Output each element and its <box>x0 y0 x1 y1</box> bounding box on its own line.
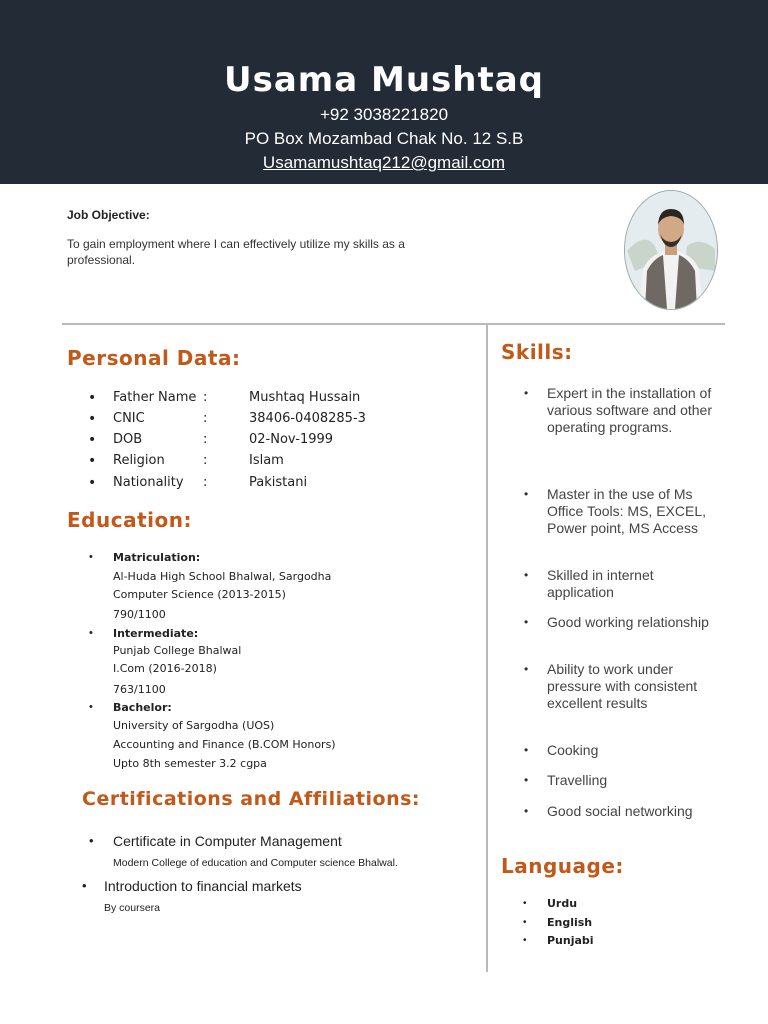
field-colon: : <box>203 453 208 468</box>
bullet-icon: • <box>523 898 527 909</box>
bullet-icon: • <box>524 743 529 757</box>
horizontal-divider <box>62 323 725 325</box>
certificate-name: Introduction to financial markets <box>104 878 302 894</box>
candidate-name: Usama Mushtaq <box>223 60 544 100</box>
bullet-icon: • <box>82 878 87 893</box>
education-detail: University of Sargodha (UOS) <box>113 719 275 732</box>
bullet-icon: • <box>89 833 94 848</box>
certifications-title: Certifications and Affiliations: <box>82 788 420 810</box>
education-degree: Bachelor: <box>113 701 172 714</box>
postal-address: PO Box Mozambad Chak No. 12 S.B <box>244 129 524 148</box>
bullet-icon: • <box>88 475 97 491</box>
resume-header <box>0 0 768 184</box>
skill-item: Cooking <box>547 742 599 758</box>
bullet-icon: • <box>88 390 97 406</box>
field-value: 02-Nov-1999 <box>249 432 334 447</box>
bullet-icon: • <box>524 615 529 629</box>
vertical-divider <box>486 324 488 972</box>
skill-item: Skilled in internet application <box>547 567 654 600</box>
field-value: Mushtaq Hussain <box>249 390 361 405</box>
education-detail: Punjab College Bhalwal <box>113 644 242 657</box>
bullet-icon: • <box>88 411 97 427</box>
education-degree: Intermediate: <box>113 627 199 640</box>
language-item: English <box>547 916 593 929</box>
field-colon: : <box>203 390 208 405</box>
person-silhouette-icon <box>625 191 717 309</box>
field-value: 38406-0408285-3 <box>249 411 366 426</box>
field-colon: : <box>203 432 208 447</box>
certificate-name: Certificate in Computer Management <box>113 833 342 849</box>
language-title: Language: <box>501 854 624 878</box>
bullet-icon: • <box>523 935 527 946</box>
field-value: Pakistani <box>249 475 308 490</box>
email-link[interactable]: Usamamushtaq212@gmail.com <box>262 153 506 172</box>
education-degree: Matriculation: <box>113 551 201 564</box>
skill-item: Master in the use of Ms Office Tools: MS, EXCEL, Power point, MS Access <box>547 486 706 536</box>
skill-item: Good social networking <box>547 803 693 819</box>
field-colon: : <box>203 475 208 490</box>
bullet-icon: • <box>524 662 529 676</box>
bullet-icon: • <box>524 487 529 501</box>
bullet-icon: • <box>523 917 527 928</box>
certificate-detail: Modern College of education and Computer science Bhalwal. <box>113 857 398 869</box>
phone-number: +92 3038221820 <box>319 105 449 124</box>
field-label: CNIC <box>113 411 145 426</box>
education-detail: 790/1100 <box>113 608 166 621</box>
field-label: Religion <box>113 453 165 468</box>
field-colon: : <box>203 411 208 426</box>
skills-title: Skills: <box>501 340 573 364</box>
profile-photo <box>624 190 718 310</box>
certificate-detail: By coursera <box>104 902 161 914</box>
bullet-icon: • <box>89 701 93 713</box>
education-detail: I.Com (2016-2018) <box>113 662 217 675</box>
bullet-icon: • <box>524 804 529 818</box>
education-detail: 763/1100 <box>113 683 166 696</box>
bullet-icon: • <box>524 386 529 400</box>
field-value: Islam <box>249 453 284 468</box>
education-detail: Computer Science (2013-2015) <box>113 588 286 601</box>
bullet-icon: • <box>89 551 93 563</box>
education-detail: Upto 8th semester 3.2 cgpa <box>113 757 267 770</box>
bullet-icon: • <box>524 773 529 787</box>
field-label: Father Name <box>113 390 197 405</box>
bullet-icon: • <box>89 627 93 639</box>
education-detail: Al-Huda High School Bhalwal, Sargodha <box>113 570 332 583</box>
personal-data-title: Personal Data: <box>67 346 241 370</box>
field-label: Nationality <box>113 475 184 490</box>
job-objective-text: To gain employment where I can effectively utilize my skills as a professional. <box>67 237 405 267</box>
skill-item: Ability to work under pressure with consistent excellent results <box>547 661 698 711</box>
education-title: Education: <box>67 508 192 532</box>
language-item: Punjabi <box>547 934 594 947</box>
job-objective-title: Job Objective: <box>67 208 150 222</box>
field-label: DOB <box>113 432 143 447</box>
bullet-icon: • <box>88 432 97 448</box>
skill-item: Travelling <box>547 772 608 788</box>
language-item: Urdu <box>547 897 578 910</box>
bullet-icon: • <box>524 568 529 582</box>
education-detail: Accounting and Finance (B.COM Honors) <box>113 738 336 751</box>
skill-item: Expert in the installation of various software and other operating programs. <box>547 385 712 435</box>
bullet-icon: • <box>88 453 97 469</box>
skill-item: Good working relationship <box>547 614 709 630</box>
